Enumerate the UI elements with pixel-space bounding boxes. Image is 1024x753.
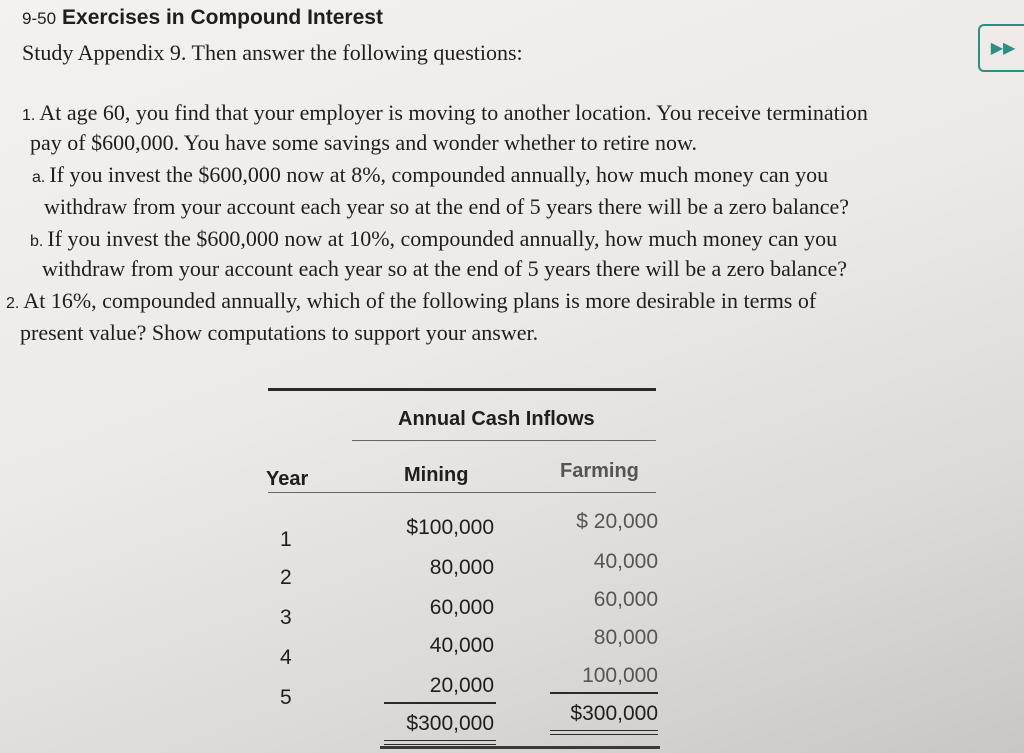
next-page-button[interactable] (978, 24, 1024, 72)
section-heading (22, 6, 383, 30)
column-header-rule (268, 492, 656, 493)
question-1b-line-1: b. If you invest the $600,000 now at 10%, compounded annually, how much money can you (30, 226, 838, 251)
farming-total-rule-2 (550, 734, 658, 735)
question-2-line-2: present value? Show computations to support your answer. (20, 320, 539, 345)
table-top-rule (268, 388, 656, 391)
section-title: Exercises in Compound Interest (62, 6, 383, 29)
question-1a-label: a. (32, 169, 46, 186)
table-row: 3 (280, 606, 292, 629)
group-header: Annual Cash Inflows (398, 408, 595, 430)
table-bottom-rule (380, 746, 660, 749)
group-header-rule (352, 440, 656, 441)
farming-value: 60,000 (593, 588, 658, 611)
section-number: 9-50 (22, 9, 57, 28)
table-row: 2 (280, 566, 292, 589)
table-row: 5 (280, 686, 292, 709)
question-1b-label: b. (30, 233, 44, 250)
farming-value: 100,000 (582, 664, 658, 687)
mining-value: 20,000 (429, 674, 494, 697)
table-row: 4 (280, 646, 292, 669)
question-1b-line-2: withdraw from your account each year so at the end of 5 years there will be a zero balance? (42, 256, 848, 281)
mining-total-rule-2 (384, 744, 496, 745)
mining-value: 40,000 (429, 634, 494, 657)
farming-value: 80,000 (593, 626, 658, 649)
year-column-header: Year (266, 468, 309, 490)
mining-total-rule-1 (384, 740, 496, 741)
question-1-line-2: pay of $600,000. You have some savings and wonder whether to retire now. (30, 130, 698, 155)
mining-column-header: Mining (404, 464, 469, 486)
double-right-arrow-icon: ▶▶ (990, 38, 1016, 57)
question-2-number: 2. (6, 295, 20, 312)
question-1-number: 1. (22, 107, 36, 124)
instruction-text: Study Appendix 9. Then answer the following questions: (22, 40, 523, 65)
farming-value: $ 20,000 (576, 510, 658, 533)
farming-subtotal-rule (550, 692, 658, 694)
table-row: 1 (280, 528, 292, 551)
question-1a-line-2: withdraw from your account each year so at the end of 5 years there will be a zero balance? (44, 194, 850, 219)
mining-subtotal-rule (384, 702, 496, 704)
question-1-line-1: 1. At age 60, you find that your employer is moving to another location. You receive termination (22, 100, 868, 125)
farming-column-header: Farming (560, 460, 639, 482)
mining-value: $100,000 (406, 516, 494, 539)
mining-value: 60,000 (429, 596, 494, 619)
farming-total-rule-1 (550, 730, 658, 731)
question-1a-line-1: a. If you invest the $600,000 now at 8%, compounded annually, how much money can you (32, 162, 829, 187)
mining-value: 80,000 (429, 556, 494, 579)
question-2-line-1: 2. At 16%, compounded annually, which of the following plans is more desirable in terms of (6, 288, 817, 313)
mining-total: $300,000 (406, 712, 494, 735)
farming-total: $300,000 (570, 702, 658, 725)
farming-value: 40,000 (593, 550, 658, 573)
